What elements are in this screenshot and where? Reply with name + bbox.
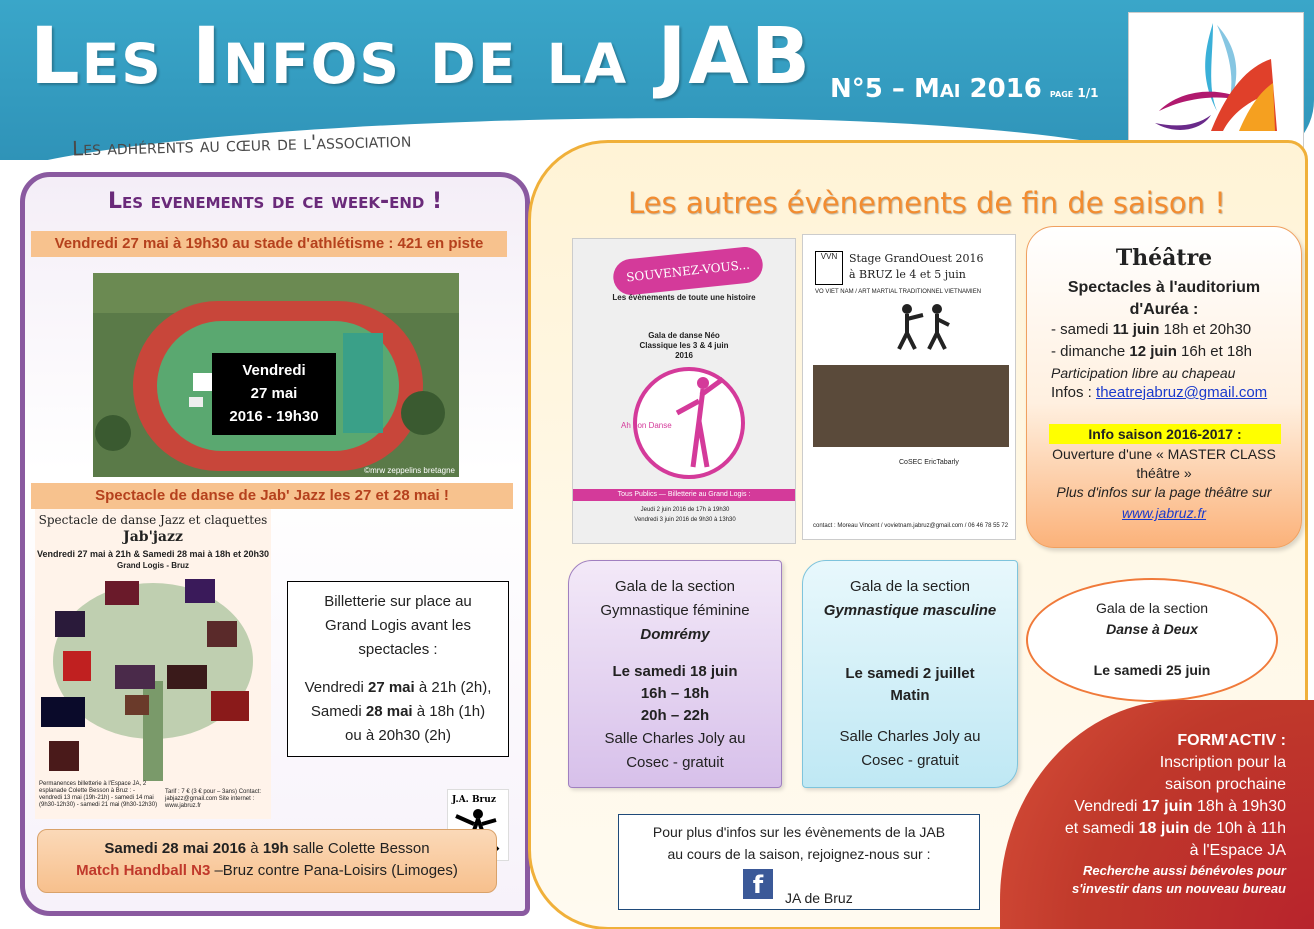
neo-ticket-bar: Tous Publics — Billetterie au Grand Logis : <box>573 489 795 501</box>
weekend-events-panel <box>20 172 530 916</box>
info-season-bar: Info saison 2016-2017 : <box>1049 424 1281 444</box>
stage-title: Stage GrandOuest 2016 à BRUZ le 4 et 5 juin <box>849 252 984 281</box>
stage-place: CoSEC EricTabarly <box>899 459 959 466</box>
contact-box <box>618 814 980 910</box>
gym-f-venue: Salle Charles Joly au <box>604 730 746 747</box>
formactiv-volunteers: Recherche aussi bénévoles pour <box>1082 863 1286 878</box>
gym-m-date: Le samedi 2 juillet <box>845 665 975 682</box>
vo-vietnam-poster <box>802 234 1016 540</box>
poster-dates: Vendredi 27 mai à 21h & Samedi 28 mai à 18h et 20h30 <box>36 549 270 559</box>
gym-m-venue: Salle Charles Joly au <box>839 728 981 745</box>
poster-title: Spectacle de danse Jazz et claquettes <box>38 513 268 527</box>
facebook-icon[interactable]: f <box>743 869 773 899</box>
season-title: Les autres évènements de fin de saison ! <box>628 186 1226 220</box>
newsletter-title: Les Infos de la JAB <box>30 12 813 102</box>
tree-illustration <box>35 571 271 781</box>
ticket-line: Vendredi 27 mai à 21h (2h), <box>304 679 492 696</box>
theatre-email-link[interactable]: theatrejabruz@gmail.com <box>1096 384 1268 401</box>
theatre-date-2: - dimanche 12 juin 16h et 18h <box>1051 343 1252 360</box>
gym-masculine-box <box>802 560 1018 788</box>
date-line: 2016 - 19h30 <box>229 408 319 425</box>
gym-m-line: Gala de la section <box>849 578 971 595</box>
athletics-date-box <box>212 353 336 435</box>
issue-label: N°5 – Mai 2016 <box>830 74 1042 104</box>
dance-banner: Spectacle de danse de Jab' Jazz les 27 et 28 mai ! <box>31 483 513 509</box>
issue-number <box>830 74 1099 104</box>
handball-box <box>37 829 497 893</box>
neo-dates: Jeudi 2 juin 2016 de 17h à 19h30 Vendredi 3 juin 2016 de 9h30 à 13h30 <box>634 507 736 523</box>
formactiv-date: et samedi 18 juin de 10h à 11h <box>1064 820 1286 837</box>
gym-m-time: Matin <box>890 687 930 704</box>
stage-subtitle: VO VIET NAM / ART MARTIAL TRADITIONNEL VIETNAMIEN <box>815 289 982 295</box>
facebook-page-link[interactable]: JA de Bruz <box>785 890 853 906</box>
poster-place: Grand Logis - Bruz <box>117 561 189 570</box>
ticket-intro: Billetterie sur place au Grand Logis avant les spectacles : <box>324 593 472 658</box>
gym-f-time: 20h – 22h <box>640 707 710 724</box>
gym-f-place: Domrémy <box>640 626 710 643</box>
weekend-title: Les evenements de ce week-end ! <box>107 189 443 214</box>
ticket-line: Samedi 28 mai à 18h (1h) <box>310 703 486 720</box>
souvenez-vous-banner: SOUVENEZ-VOUS... <box>612 245 765 296</box>
photo-credit: ©mrw zeppelins bretagne <box>364 466 455 475</box>
gym-f-date: Le samedi 18 juin <box>612 663 738 680</box>
neo-classique-poster <box>572 238 796 544</box>
jabjazz-poster <box>35 509 271 819</box>
danse-date: Le samedi 25 juin <box>1093 662 1211 678</box>
formactiv-volunteers: s'investir dans un nouveau bureau <box>1071 881 1286 896</box>
formactiv-line: saison prochaine <box>1165 776 1286 793</box>
formactiv-place: à l'Espace JA <box>1189 842 1286 859</box>
date-line: Vendredi <box>242 362 306 379</box>
gym-f-line: Gymnastique féminine <box>600 602 750 619</box>
handball-line1: Samedi 28 mai 2016 à 19h salle Colette Besson <box>104 840 430 857</box>
danse-name: Danse à Deux <box>1106 621 1198 637</box>
ja-logo-text: J.A. Bruz <box>452 795 496 805</box>
contact-line: Pour plus d'infos sur les évènements de la JAB <box>652 824 946 840</box>
gym-f-time: 16h – 18h <box>640 685 710 702</box>
ticket-line: ou à 20h30 (2h) <box>345 727 451 744</box>
stage-contact: contact : Moreau Vincent / vovietnam.jabruz@gmail.com / 06 46 78 55 72 <box>813 523 1009 529</box>
formactiv-box <box>1000 700 1314 929</box>
theatre-title: Théâtre <box>1115 245 1213 271</box>
ja-logo-icon <box>1151 19 1281 137</box>
neo-gala-text: Gala de danse Néo Classique les 3 & 4 juin 2016 <box>639 331 729 360</box>
formactiv-line: Inscription pour la <box>1159 754 1286 771</box>
neo-tag: Ah bon Danse <box>621 421 672 430</box>
tagline: Les adhérents au cœur de l'association <box>71 127 412 161</box>
gym-m-venue: Cosec - gratuit <box>861 752 959 769</box>
theatre-date-1: - samedi 11 juin 18h et 20h30 <box>1051 321 1252 338</box>
theatre-participation: Participation libre au chapeau <box>1051 365 1236 381</box>
stage-photo <box>813 365 1009 447</box>
theatre-subtitle: Spectacles à l'auditorium d'Auréa : <box>1067 279 1261 318</box>
theatre-box <box>1026 226 1302 548</box>
neo-subtitle: Les évènements de toute une histoire <box>612 293 756 302</box>
vvn-logo-icon: VVN <box>815 251 843 285</box>
site-link[interactable]: www.jabruz.fr <box>1121 505 1207 521</box>
poster-tarif: Tarif : 7 € (3 € pour – 3ans) Contact: jabjazz@gmail.com Site internet : www.jabruz.fr <box>165 789 262 809</box>
poster-name: Jab'jazz <box>123 529 183 545</box>
gym-f-venue: Cosec - gratuit <box>626 754 724 771</box>
ticketing-box <box>287 581 509 757</box>
formactiv-date: Vendredi 17 juin 18h à 19h30 <box>1074 798 1286 815</box>
master-class-text: Ouverture d'une « MASTER CLASS théâtre » Plus d'infos sur la page théâtre sur <box>1052 446 1276 500</box>
contact-line: au cours de la saison, rejoignez-nous sur : <box>667 846 931 862</box>
gym-feminine-box <box>568 560 782 788</box>
poster-permanences: Permanences billetterie à l'Espace JA, 2 esplanade Colette Besson à Bruz : - vendredi 13 mai (19h-21h) - samedi 14 mai (9h30-12h30) - samedi 21 mai (9h30-12h30) <box>39 781 158 808</box>
handball-line2: Match Handball N3 –Bruz contre Pana-Loisirs (Limoges) <box>76 862 458 879</box>
formactiv-title: FORM'ACTIV : <box>1177 732 1286 749</box>
martial-arts-figures-icon <box>893 301 953 351</box>
gym-f-line: Gala de la section <box>614 578 736 595</box>
theatre-infos: Infos : theatrejabruz@gmail.com <box>1051 384 1268 401</box>
danse-a-deux-box <box>1026 578 1278 702</box>
date-line: 27 mai <box>250 385 298 402</box>
danse-line: Gala de la section <box>1095 600 1209 616</box>
athletics-banner: Vendredi 27 mai à 19h30 au stade d'athlétisme : 421 en piste <box>31 231 507 257</box>
page-indicator: page 1/1 <box>1049 86 1099 100</box>
gym-m-line: Gymnastique masculine <box>823 602 997 619</box>
